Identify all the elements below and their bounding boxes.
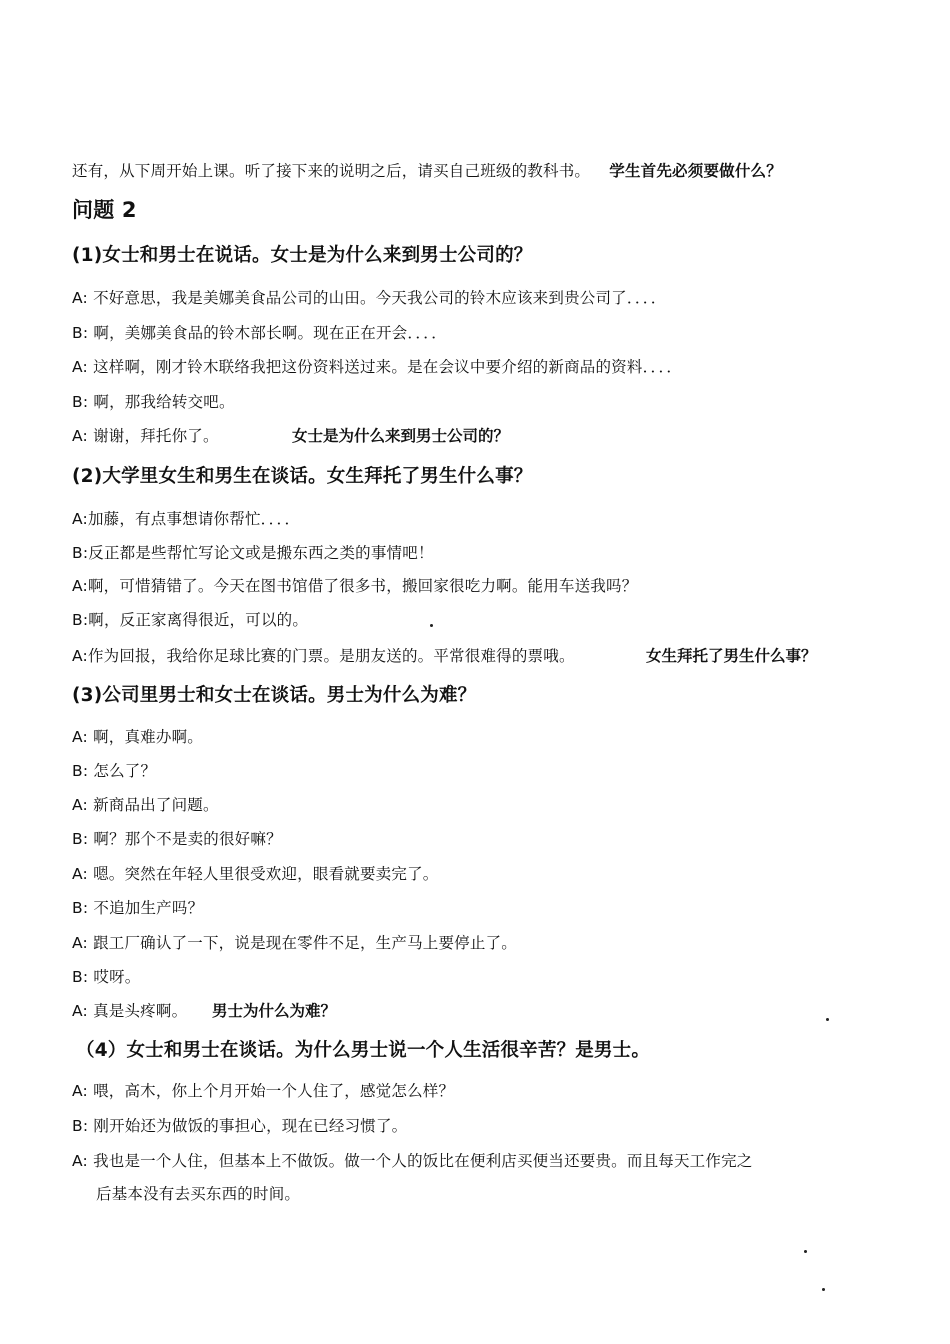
q2-line: B:反正都是些帮忙写论文或是搬东西之类的事情吧！: [72, 544, 434, 562]
q2-line: B:啊，反正家离得很近，可以的。: [72, 611, 309, 629]
q3-question: 男士为什么为难？: [212, 1002, 337, 1020]
q2-line: A:啊，可惜猜错了。今天在图书馆借了很多书，搬回家很吃力啊。能用车送我吗？: [72, 577, 638, 595]
q2-line: A:作为回报，我给你足球比赛的门票。是朋友送的。平常很难得的票哦。: [72, 647, 575, 665]
q3-line: A: 跟工厂确认了一下，说是现在零件不足，生产马上要停止了。: [72, 934, 517, 952]
q1-line: A: 谢谢，拜托你了。: [72, 427, 219, 445]
q3-line: A: 嗯。突然在年轻人里很受欢迎，眼看就要卖完了。: [72, 865, 439, 883]
q3-line: A: 真是头疼啊。: [72, 1002, 188, 1020]
q4-line: 后基本没有去买东西的时间。: [96, 1185, 301, 1203]
q3-line: B: 怎么了？: [72, 762, 157, 780]
q2-line: A:加藤，有点事想请你帮忙．．．．: [72, 510, 301, 528]
q3-line: B: 不追加生产吗？: [72, 899, 204, 917]
q3-line: B: 啊？那个不是卖的很好嘛？: [72, 830, 282, 848]
scan-speck: [430, 624, 433, 627]
q2-question: 女生拜托了男生什么事？: [646, 647, 817, 665]
q1-title: (1)女士和男士在说话。女士是为什么来到男士公司的？: [72, 245, 533, 266]
q3-line: B: 哎呀。: [72, 968, 141, 986]
q1-line: A: 不好意思，我是美娜美食品公司的山田。今天我公司的铃木应该来到贵公司了．．．．: [72, 289, 667, 307]
intro-text: 还有，从下周开始上课。听了接下来的说明之后，请买自己班级的教科书。: [72, 162, 591, 180]
q3-title: (3)公司里男士和女士在谈话。男士为什么为难？: [72, 685, 477, 706]
scan-speck: [822, 1288, 825, 1291]
scan-speck: [826, 1018, 829, 1021]
q4-title: （4）女士和男士在谈话。为什么男士说一个人生活很辛苦？是男士。: [76, 1040, 651, 1061]
q1-line: A: 这样啊，刚才铃木联络我把这份资料送过来。是在会议中要介绍的新商品的资料．．．．: [72, 358, 683, 376]
q3-line: A: 新商品出了问题。: [72, 796, 219, 814]
q1-question: 女士是为什么来到男士公司的？: [292, 427, 510, 445]
q4-line: A: 喂，高木，你上个月开始一个人住了，感觉怎么样？: [72, 1082, 455, 1100]
section-title: 问题 2: [72, 198, 137, 222]
scan-speck: [804, 1250, 807, 1253]
q3-line: A: 啊，真难办啊。: [72, 728, 203, 746]
intro-line: [72, 160, 782, 182]
intro-question: 学生首先必须要做什么？: [609, 162, 782, 180]
q1-line: B: 啊，那我给转交吧。: [72, 393, 235, 411]
q2-title: (2)大学里女生和男生在谈话。女生拜托了男生什么事？: [72, 466, 533, 487]
q4-line: A: 我也是一个人住，但基本上不做饭。做一个人的饭比在便利店买便当还要贵。而且每天工作完之: [72, 1152, 753, 1170]
q4-line: B: 刚开始还为做饭的事担心，现在已经习惯了。: [72, 1117, 408, 1135]
q1-line: B: 啊，美娜美食品的铃木部长啊。现在正在开会．．．．: [72, 324, 447, 342]
